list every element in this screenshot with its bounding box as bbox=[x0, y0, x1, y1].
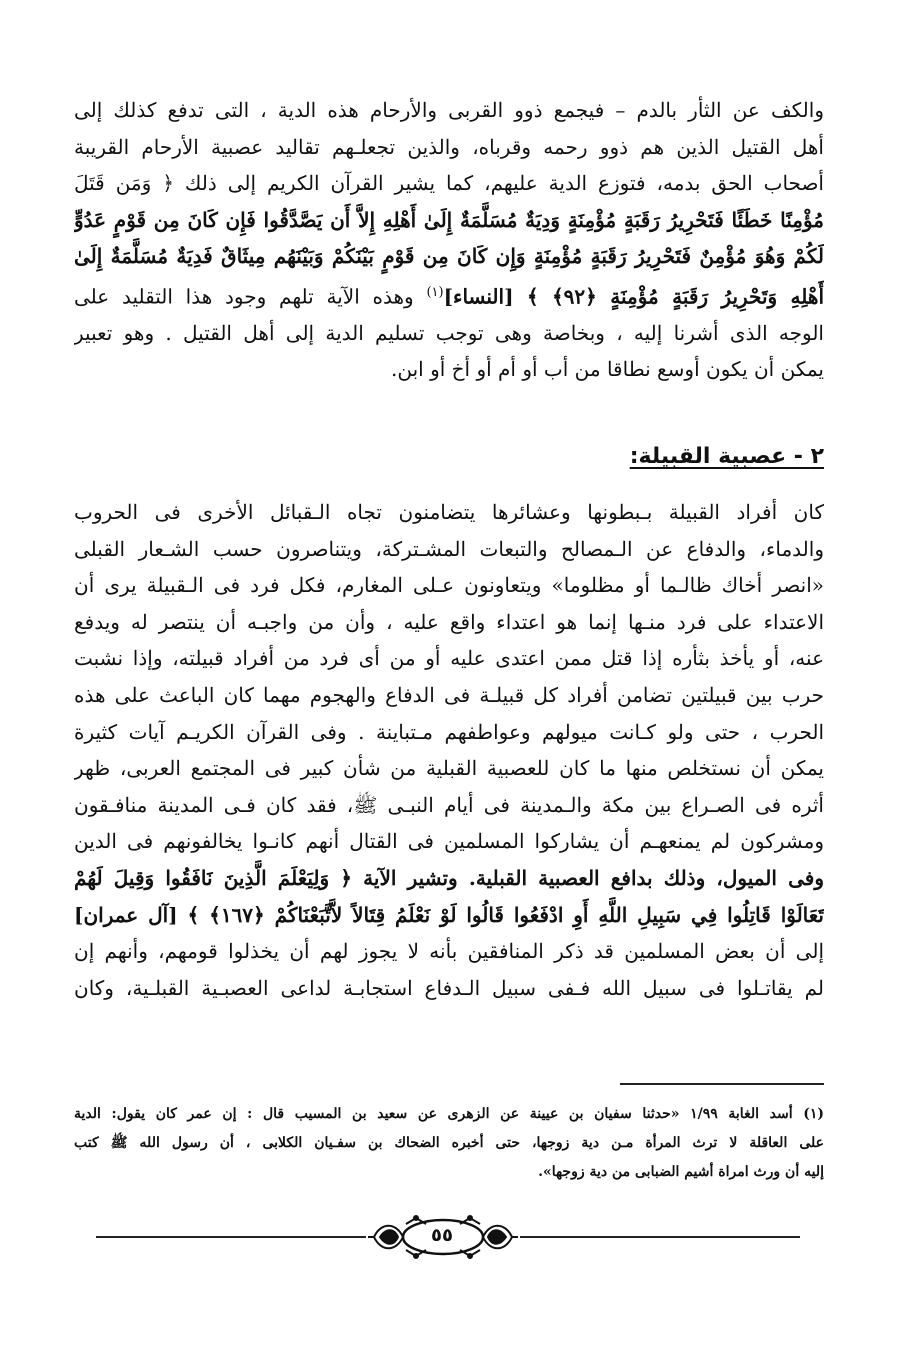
text-line: أهل القتيل الذين هم ذوو رحمه وقرباه، والذين تجعلـهم تقاليد عصبية الأرحام القريبة bbox=[74, 134, 824, 159]
quran-verse-end: أَهْلِهِ وَتَحْرِيرُ رَقَبَةٍ مُؤْمِنَةٍ ﴿٩٢﴾ ﴾ [النساء] bbox=[443, 284, 824, 309]
footnote-separator bbox=[620, 1083, 824, 1085]
text-line: كان أفراد القبيلة بـبطونها وعشائرها يتضامنون تجاه الـقبائل الأخرى فى الحروب bbox=[74, 500, 824, 524]
text-line-mixed bbox=[74, 275, 824, 315]
quran-verse-line: لَكُمْ وَهُوَ مُؤْمِنٌ فَتَحْرِيرُ رَقَبَةٍ مُؤْمِنَةٍ وَإِن كَانَ مِن قَوْمٍ بَيْنَكُمْ وَبَيْنَهُم مِيثَاقٌ فَدِيَةٌ مُسَلَّمَةٌ إِلَىٰ bbox=[74, 244, 824, 268]
text-line: والكف عن الثأر بالدم – فيجمع ذوو القربى والأرحام هذه الدية ، التى تدفع كذلك إلى bbox=[74, 98, 824, 122]
text-line: الاعتداء على فرد منـها إنما هو اعتداء واقع عليه ، وأن من واجبـه أن ينتصر له ويدفع bbox=[74, 609, 824, 634]
footnote-line: إليه أن ورث امراة أشيم الضبابى من دية زوجها». bbox=[538, 1164, 824, 1180]
text-line: أصحاب الحق بدمه، فتوزع الدية عليهم، كما يشير القرآن الكريم إلى ذلك ﴿ وَمَن قَتَلَ bbox=[74, 171, 824, 195]
text-line: يمكن أن يكون أوسع نطاقا من أب أو أم أو أخ أو ابن. bbox=[391, 357, 824, 382]
footnote-line: على العاقلة لا ترث المرأة مـن دية زوجها، حتى أخبره الضحاك بن سفـيان الكلابى ، أن رسول الله ﷺ كتب bbox=[74, 1135, 824, 1151]
text-line: والدماء، والدفاع عن الـمصالح والتبعات المشـتركة، ويتناصرون حسب الشـعار القبلى bbox=[74, 536, 824, 561]
paragraph-diya bbox=[74, 92, 824, 388]
page-number: ٥٥ bbox=[431, 1225, 453, 1246]
text-fragment: وهذه الآية تلهم وجود هذا التقليد على bbox=[74, 284, 414, 309]
quran-verse-line: وفى الميول، وذلك بدافع العصبية القبلية. وتشير الآية ﴿ وَلِيَعْلَمَ الَّذِينَ نَافَقُوا وَقِيلَ لَهُمْ bbox=[74, 865, 824, 890]
text-line: أثره فى الصـراع بين مكة والـمدينة فى أيام النبـى ﷺ، فقد كان فـى المدينة منافـقون bbox=[74, 792, 824, 817]
section-heading: ٢ - عصبية القبيلة: bbox=[629, 444, 824, 469]
text-line: حرب بين قبيلتين تضامن أفراد كل قبيلـة فى الدفاع والهجوم مهما كان الباعث على هذه bbox=[74, 682, 824, 707]
text-line: إلى أن بعض المسلمين قد ذكر المنافقين بأنه لا يجوز لهم أن يخذلوا قومهم، وأنهم إن bbox=[74, 939, 824, 964]
text-line: لم يقاتـلوا فى سبيل الله فـفى سبيل الـدفاع استجابـة لداعى العصبـية القبلـية، وكان bbox=[74, 975, 824, 1000]
footnote-line: (١) أسد الغابة ١/٩٩ «حدثنا سفيان بن عيينة عن الزهرى عن سعيد بن المسيب قال : إن عمر كان يقول: الدية bbox=[74, 1106, 824, 1122]
quran-verse-line: مُؤْمِنًا خَطَئًا فَتَحْرِيرُ رَقَبَةٍ مُؤْمِنَةٍ وَدِيَةٌ مُسَلَّمَةٌ إِلَىٰ أَهْلِهِ إِلاَّ أَن يَصَّدَّقُوا فَإِن كَانَ مِن قَوْمٍ عَدُوٍّ bbox=[74, 207, 824, 232]
paragraph-tribal-asabiyya bbox=[74, 494, 824, 1006]
text-line: عنه، أو يأخذ بثأره إذا قتل ممن اعتدى عليه أو من أى فرد من أفراد قبيلته، وإذا نشبت bbox=[74, 646, 824, 671]
text-line: يمكن أن نستخلص منها ما كان للعصبية القبلية من شأن كبير فى المجتمع العربى، ظهر bbox=[74, 756, 824, 781]
text-line: ومشركون لم يمنعهـم أن يشاركوا المسلمين فى القتال أنهم كانـوا يخالفونهم فى الدين bbox=[74, 829, 824, 854]
text-line: الوجه الذى أشرنا إليه ، وبخاصة وهى توجب تسليم الدية إلى أهل القتيل . وهو تعبير bbox=[74, 320, 824, 345]
text-line: الحرب ، حتى ولو كـانت ميولهم وعواطفهم مـتباينة . وفى القرآن الكريـم آيات كثيرة bbox=[74, 719, 824, 744]
footer-rule-left bbox=[96, 1236, 366, 1238]
footnote bbox=[74, 1100, 824, 1187]
text-line: «انصر أخاك ظالـما أو مظلوما» ويتعاونون عـلى المغارم، فكل فرد فى الـقبيلة يرى أن bbox=[74, 573, 824, 598]
quran-verse-line: تَعَالَوْا قَاتِلُوا فِي سَبِيلِ اللَّهِ أَوِ ادْفَعُوا قَالُوا لَوْ نَعْلَمُ قِتَالاً لاَّتَّبَعْنَاكُمْ ﴿١٦٧﴾ ﴾ [آل عمران] bbox=[74, 902, 824, 927]
footnote-marker: (١) bbox=[426, 284, 444, 300]
footer-rule-right bbox=[520, 1236, 800, 1238]
